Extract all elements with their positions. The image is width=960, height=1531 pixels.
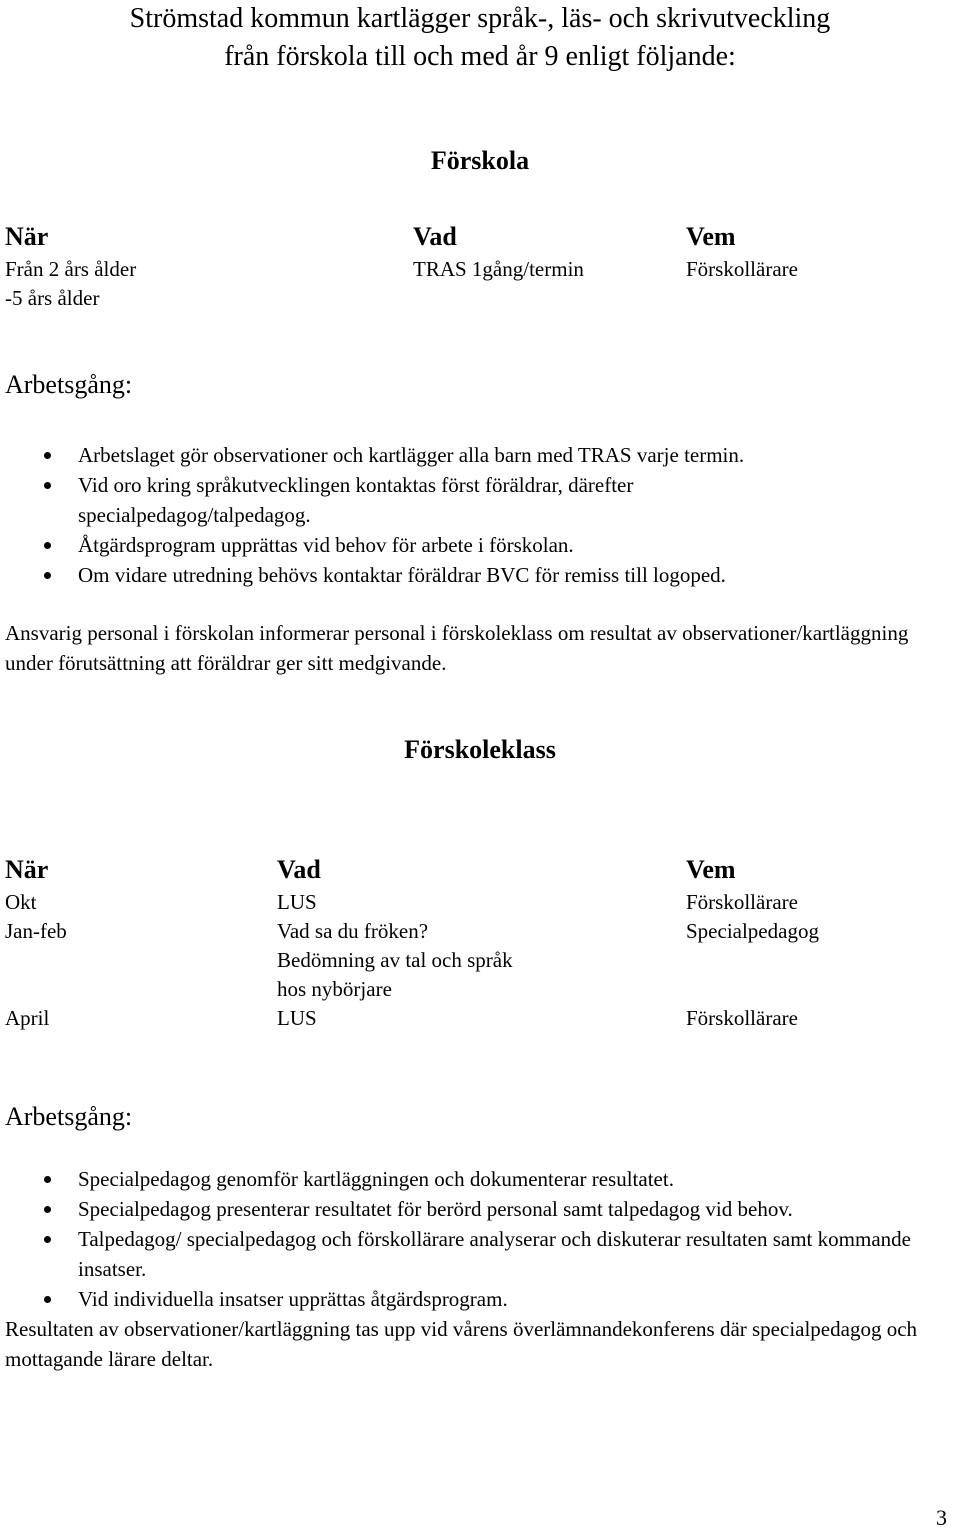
col-header-vad: Vad: [277, 855, 321, 884]
document-title: [5, 0, 955, 76]
col-header-vem: Vem: [686, 855, 736, 884]
table-row-vad: Bedömning av tal och språk: [277, 948, 513, 972]
title-line-1: Strömstad kommun kartlägger språk-, läs- och skrivutveckling: [129, 3, 831, 34]
title-line-2: från förskola till och med år 9 enligt följande:: [224, 41, 736, 72]
forskola-arbetsgang-label: Arbetsgång:: [5, 370, 133, 399]
forskola-paragraph: Ansvarig personal i förskolan informerar personal i förskoleklass om resultat av observationer/kartläggning under förutsättning att föräldrar ger sitt medgivande.: [5, 621, 909, 675]
table-row-nar: April: [5, 1006, 50, 1030]
section-heading-forskoleklass: Förskoleklass: [404, 735, 556, 764]
list-item: Specialpedagog genomför kartläggningen och dokumenterar resultatet.: [0, 1164, 960, 1194]
list-item: Specialpedagog presenterar resultatet för berörd personal samt talpedagog vid behov.: [0, 1194, 960, 1224]
list-item: Om vidare utredning behövs kontaktar föräldrar BVC för remiss till logoped.: [0, 560, 960, 590]
forskola-row1-vem: Förskollärare: [686, 257, 798, 281]
col-header-vem: Vem: [686, 222, 736, 251]
table-row-vem: Förskollärare: [686, 1006, 798, 1030]
forskola-row2-nar: -5 års ålder: [5, 286, 100, 310]
list-item: Arbetslaget gör observationer och kartlägger alla barn med TRAS varje termin.: [0, 440, 960, 470]
forskoleklass-bullet-list: [0, 1164, 960, 1314]
forskola-row1-vad: TRAS 1gång/termin: [413, 257, 584, 281]
table-row-nar: Jan-feb: [5, 919, 67, 943]
list-item: Åtgärdsprogram upprättas vid behov för arbete i förskolan.: [0, 530, 960, 560]
col-header-nar: När: [5, 855, 49, 884]
list-item: Vid individuella insatser upprättas åtgärdsprogram.: [0, 1284, 960, 1314]
list-item: Talpedagog/ specialpedagog och förskollärare analyserar och diskuterar resultaten samt kommande insatser.: [0, 1224, 960, 1284]
table-row-vad: LUS: [277, 1006, 317, 1030]
list-item: Vid oro kring språkutvecklingen kontaktas först föräldrar, därefter specialpedagog/talpedagog.: [0, 470, 960, 530]
table-row-vad: hos nybörjare: [277, 977, 392, 1001]
forskoleklass-paragraph: Resultaten av observationer/kartläggning tas upp vid vårens överlämnandekonferens där specialpedagog och mottagande lärare deltar.: [5, 1317, 918, 1371]
table-row-vem: Specialpedagog: [686, 919, 819, 943]
section-heading-forskola: Förskola: [430, 146, 530, 175]
forskola-row1-nar: Från 2 års ålder: [5, 257, 137, 281]
forskoleklass-arbetsgang-label: Arbetsgång:: [5, 1102, 133, 1131]
col-header-vad: Vad: [413, 222, 457, 251]
col-header-nar: När: [5, 222, 49, 251]
page-number: 3: [936, 1505, 947, 1530]
forskola-bullet-list: [0, 440, 960, 590]
table-row-vad: Vad sa du fröken?: [277, 919, 429, 943]
table-row-vad: LUS: [277, 890, 317, 914]
table-row-vem: Förskollärare: [686, 890, 798, 914]
table-row-nar: Okt: [5, 890, 37, 914]
